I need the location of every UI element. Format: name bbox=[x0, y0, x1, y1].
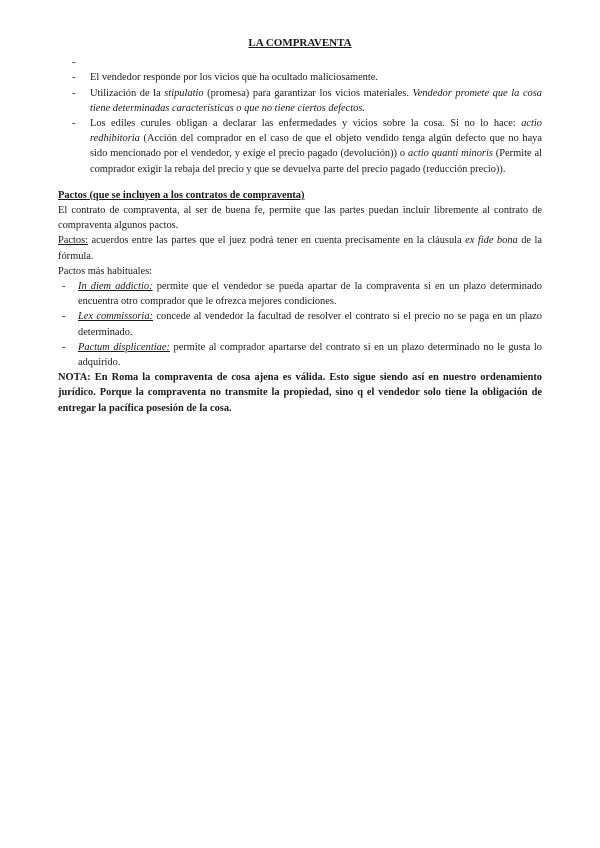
list-dash: - bbox=[62, 311, 66, 323]
vicios-list bbox=[58, 55, 542, 177]
habituales-label: Pactos más habituales: bbox=[58, 265, 153, 277]
paragraph-text: acuerdos entre las partes que el juez podrá tener en cuenta precisamente en la cláusula bbox=[88, 235, 466, 247]
list-item-text: El vendedor responde por los vicios que ha ocultado maliciosamente. bbox=[90, 72, 378, 84]
list-dash: - bbox=[62, 281, 66, 293]
pact-description: permite al comprador apartarse del contrato si en un plazo determinado no le gusta lo adquirido. bbox=[78, 341, 542, 369]
list-item bbox=[58, 340, 542, 370]
list-dash: - bbox=[72, 57, 76, 69]
list-dash: - bbox=[72, 72, 76, 84]
italic-term: ex fide bona bbox=[465, 235, 518, 247]
nota-paragraph: NOTA: En Roma la compraventa de cosa ajena es válida. Esto sigue siendo así en nuestro ordenamiento jurídico. Porque la compraventa no transmite la propiedad, sino q el vendedor solo tiene la obligación de entregar la pacífica posesión de la cosa. bbox=[58, 372, 542, 414]
pact-name: In diem addictio: bbox=[78, 281, 153, 293]
italic-text: Vendedor promete que la cosa tiene determinadas características o que no tiene ciertos defectos. bbox=[90, 87, 542, 114]
list-item bbox=[58, 55, 542, 70]
pactos-label: Pactos: bbox=[58, 235, 89, 247]
pact-list bbox=[58, 279, 542, 370]
intro-paragraph: El contrato de compraventa, al ser de buena fe, permite que las partes puedan incluir libremente al contrato de compraventa algunos pactos. bbox=[58, 205, 542, 232]
pactos-definition bbox=[58, 233, 542, 263]
italic-term: stipulatio bbox=[164, 87, 204, 99]
list-item bbox=[58, 116, 542, 177]
list-item bbox=[58, 86, 542, 116]
list-item-text: Los ediles curules obligan a declarar las enfermedades y vicios sobre la cosa. Si no lo hace: bbox=[90, 118, 522, 130]
list-dash: - bbox=[72, 87, 76, 99]
list-dash: - bbox=[62, 341, 66, 353]
page-title: LA COMPRAVENTA bbox=[248, 37, 352, 49]
pact-name: Lex commissoria: bbox=[78, 311, 153, 323]
paragraph-text: de la fórmula. bbox=[58, 235, 542, 262]
pact-name: Pactum displicentiae: bbox=[78, 341, 170, 353]
list-item-text: (Acción del comprador en el caso de que el objeto vendido tenga algún defecto que no haya sido mencionado por el vendedor, y exige el precio pagado (devolución)) o bbox=[90, 133, 542, 160]
list-item bbox=[58, 309, 542, 339]
list-item-text: (promesa) para garantizar los vicios materiales. bbox=[203, 87, 413, 99]
italic-term: actio quanti minoris bbox=[408, 148, 493, 160]
list-item-text: (Permite al comprador exigir la rebaja del precio y que se devuelva parte del precio pagado (reducción precio)). bbox=[90, 148, 542, 175]
pact-description: concede al vendedor la facultad de resolver el contrato si el precio no se paga en un plazo determinado. bbox=[78, 311, 542, 338]
list-item-text: Utilización de la bbox=[90, 87, 165, 99]
pact-description: permite que el vendedor se pueda apartar de la compraventa si en un plazo determinado encuentra otro comprador que le ofrezca mejores condiciones. bbox=[78, 281, 542, 308]
document-page bbox=[58, 36, 542, 416]
list-item bbox=[58, 70, 542, 85]
list-dash: - bbox=[72, 118, 76, 130]
section-heading: Pactos (que se incluyen a los contratos de compraventa) bbox=[58, 189, 305, 201]
italic-term: actio redhibitoria bbox=[90, 118, 542, 145]
list-item bbox=[58, 279, 542, 309]
